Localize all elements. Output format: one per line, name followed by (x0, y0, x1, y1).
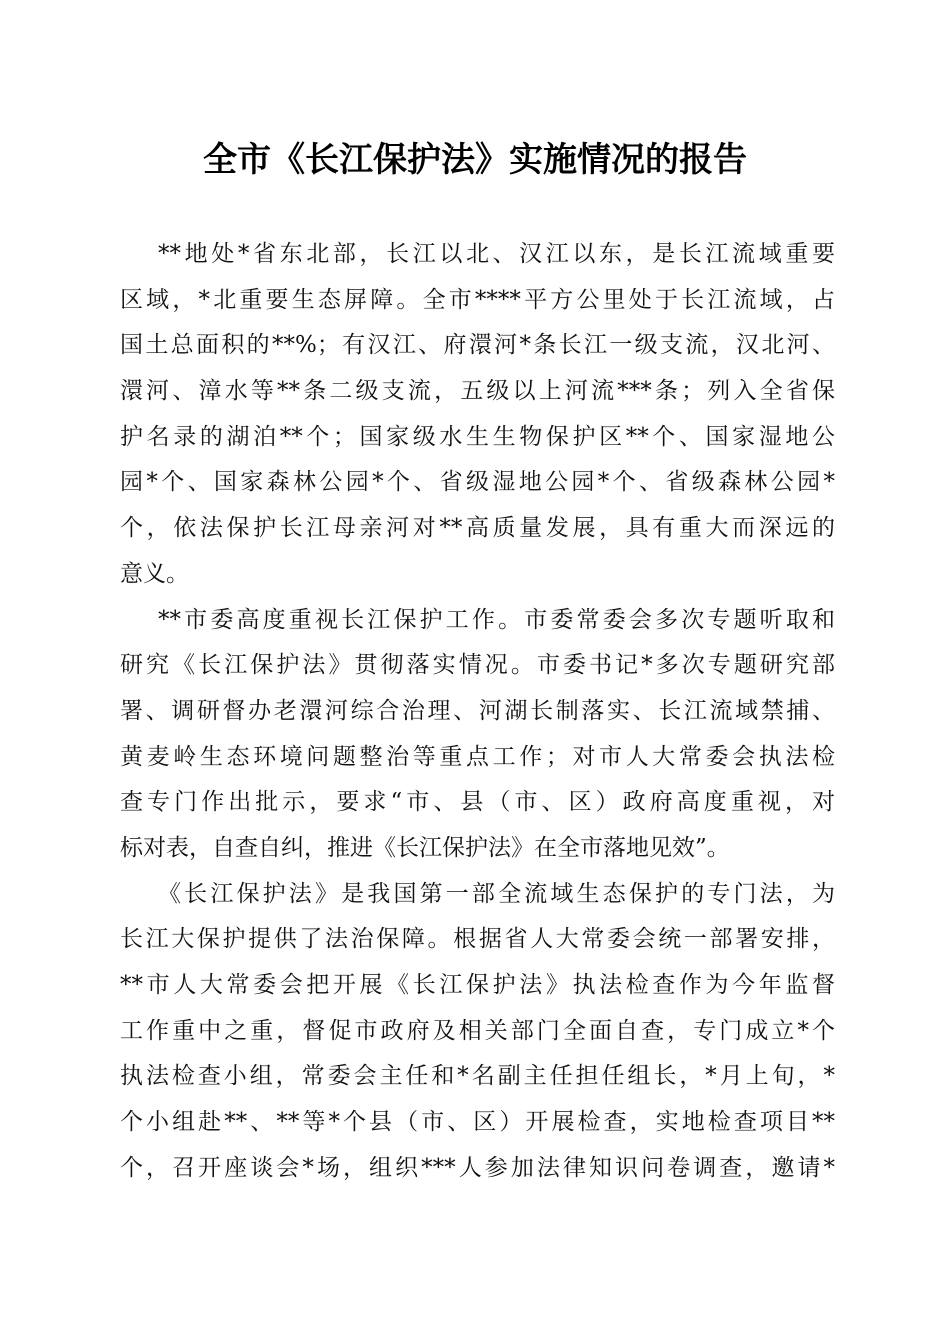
paragraph-3 (120, 872, 835, 1192)
text-line: 澴河、漳水等**条二级支流，五级以上河流***条；列入全省保 (120, 378, 835, 405)
paragraph-2 (120, 598, 835, 872)
text-line: 区域，*北重要生态屏障。全市****平方公里处于长江流域，占 (120, 286, 835, 313)
text-line: 个，召开座谈会*场，组织***人参加法律知识问卷调查，邀请* (120, 1154, 835, 1181)
text-line: 意义。 (120, 560, 189, 587)
text-line: 查专门作出批示，要求“市、县（市、区）政府高度重视，对 (120, 789, 835, 816)
text-line: 署、调研督办老澴河综合治理、河湖长制落实、长江流域禁捕、 (120, 697, 835, 724)
text-line: 园*个、国家森林公园*个、省级湿地公园*个、省级森林公园* (120, 469, 835, 496)
text-line: **地处*省东北部，长江以北、汉江以东，是长江流域重要 (158, 241, 835, 267)
text-line: 标对表，自查自纠，推进《长江保护法》在全市落地见效”。 (120, 834, 730, 861)
text-line: 长江大保护提供了法治保障。根据省人大常委会统一部署安排， (120, 926, 835, 953)
paragraph-1 (120, 232, 835, 598)
text-line: **市人大常委会把开展《长江保护法》执法检查作为今年监督 (120, 972, 835, 998)
document-title: 全市《长江保护法》实施情况的报告 (203, 140, 747, 180)
document-body (120, 232, 835, 1191)
text-line: 《长江保护法》是我国第一部全流域生态保护的专门法，为 (158, 880, 835, 907)
text-line: 个小组赴**、**等*个县（市、区）开展检查，实地检查项目** (120, 1109, 835, 1136)
text-line: 执法检查小组，常委会主任和*名副主任担任组长，*月上旬，* (120, 1063, 835, 1090)
text-line: 黄麦岭生态环境问题整治等重点工作；对市人大常委会执法检 (120, 743, 835, 770)
text-line: **市委高度重视长江保护工作。市委常委会多次专题听取和 (158, 606, 835, 633)
text-line: 护名录的湖泊**个；国家级水生生物保护区**个、国家湿地公 (120, 423, 835, 450)
text-line: 个，依法保护长江母亲河对**高质量发展，具有重大而深远的 (120, 515, 835, 542)
text-line: 研究《长江保护法》贯彻落实情况。市委书记*多次专题研究部 (120, 652, 835, 679)
text-line: 工作重中之重，督促市政府及相关部门全面自查，专门成立*个 (120, 1017, 835, 1044)
text-line: 国土总面积的**%；有汉江、府澴河*条长江一级支流，汉北河、 (120, 332, 835, 359)
